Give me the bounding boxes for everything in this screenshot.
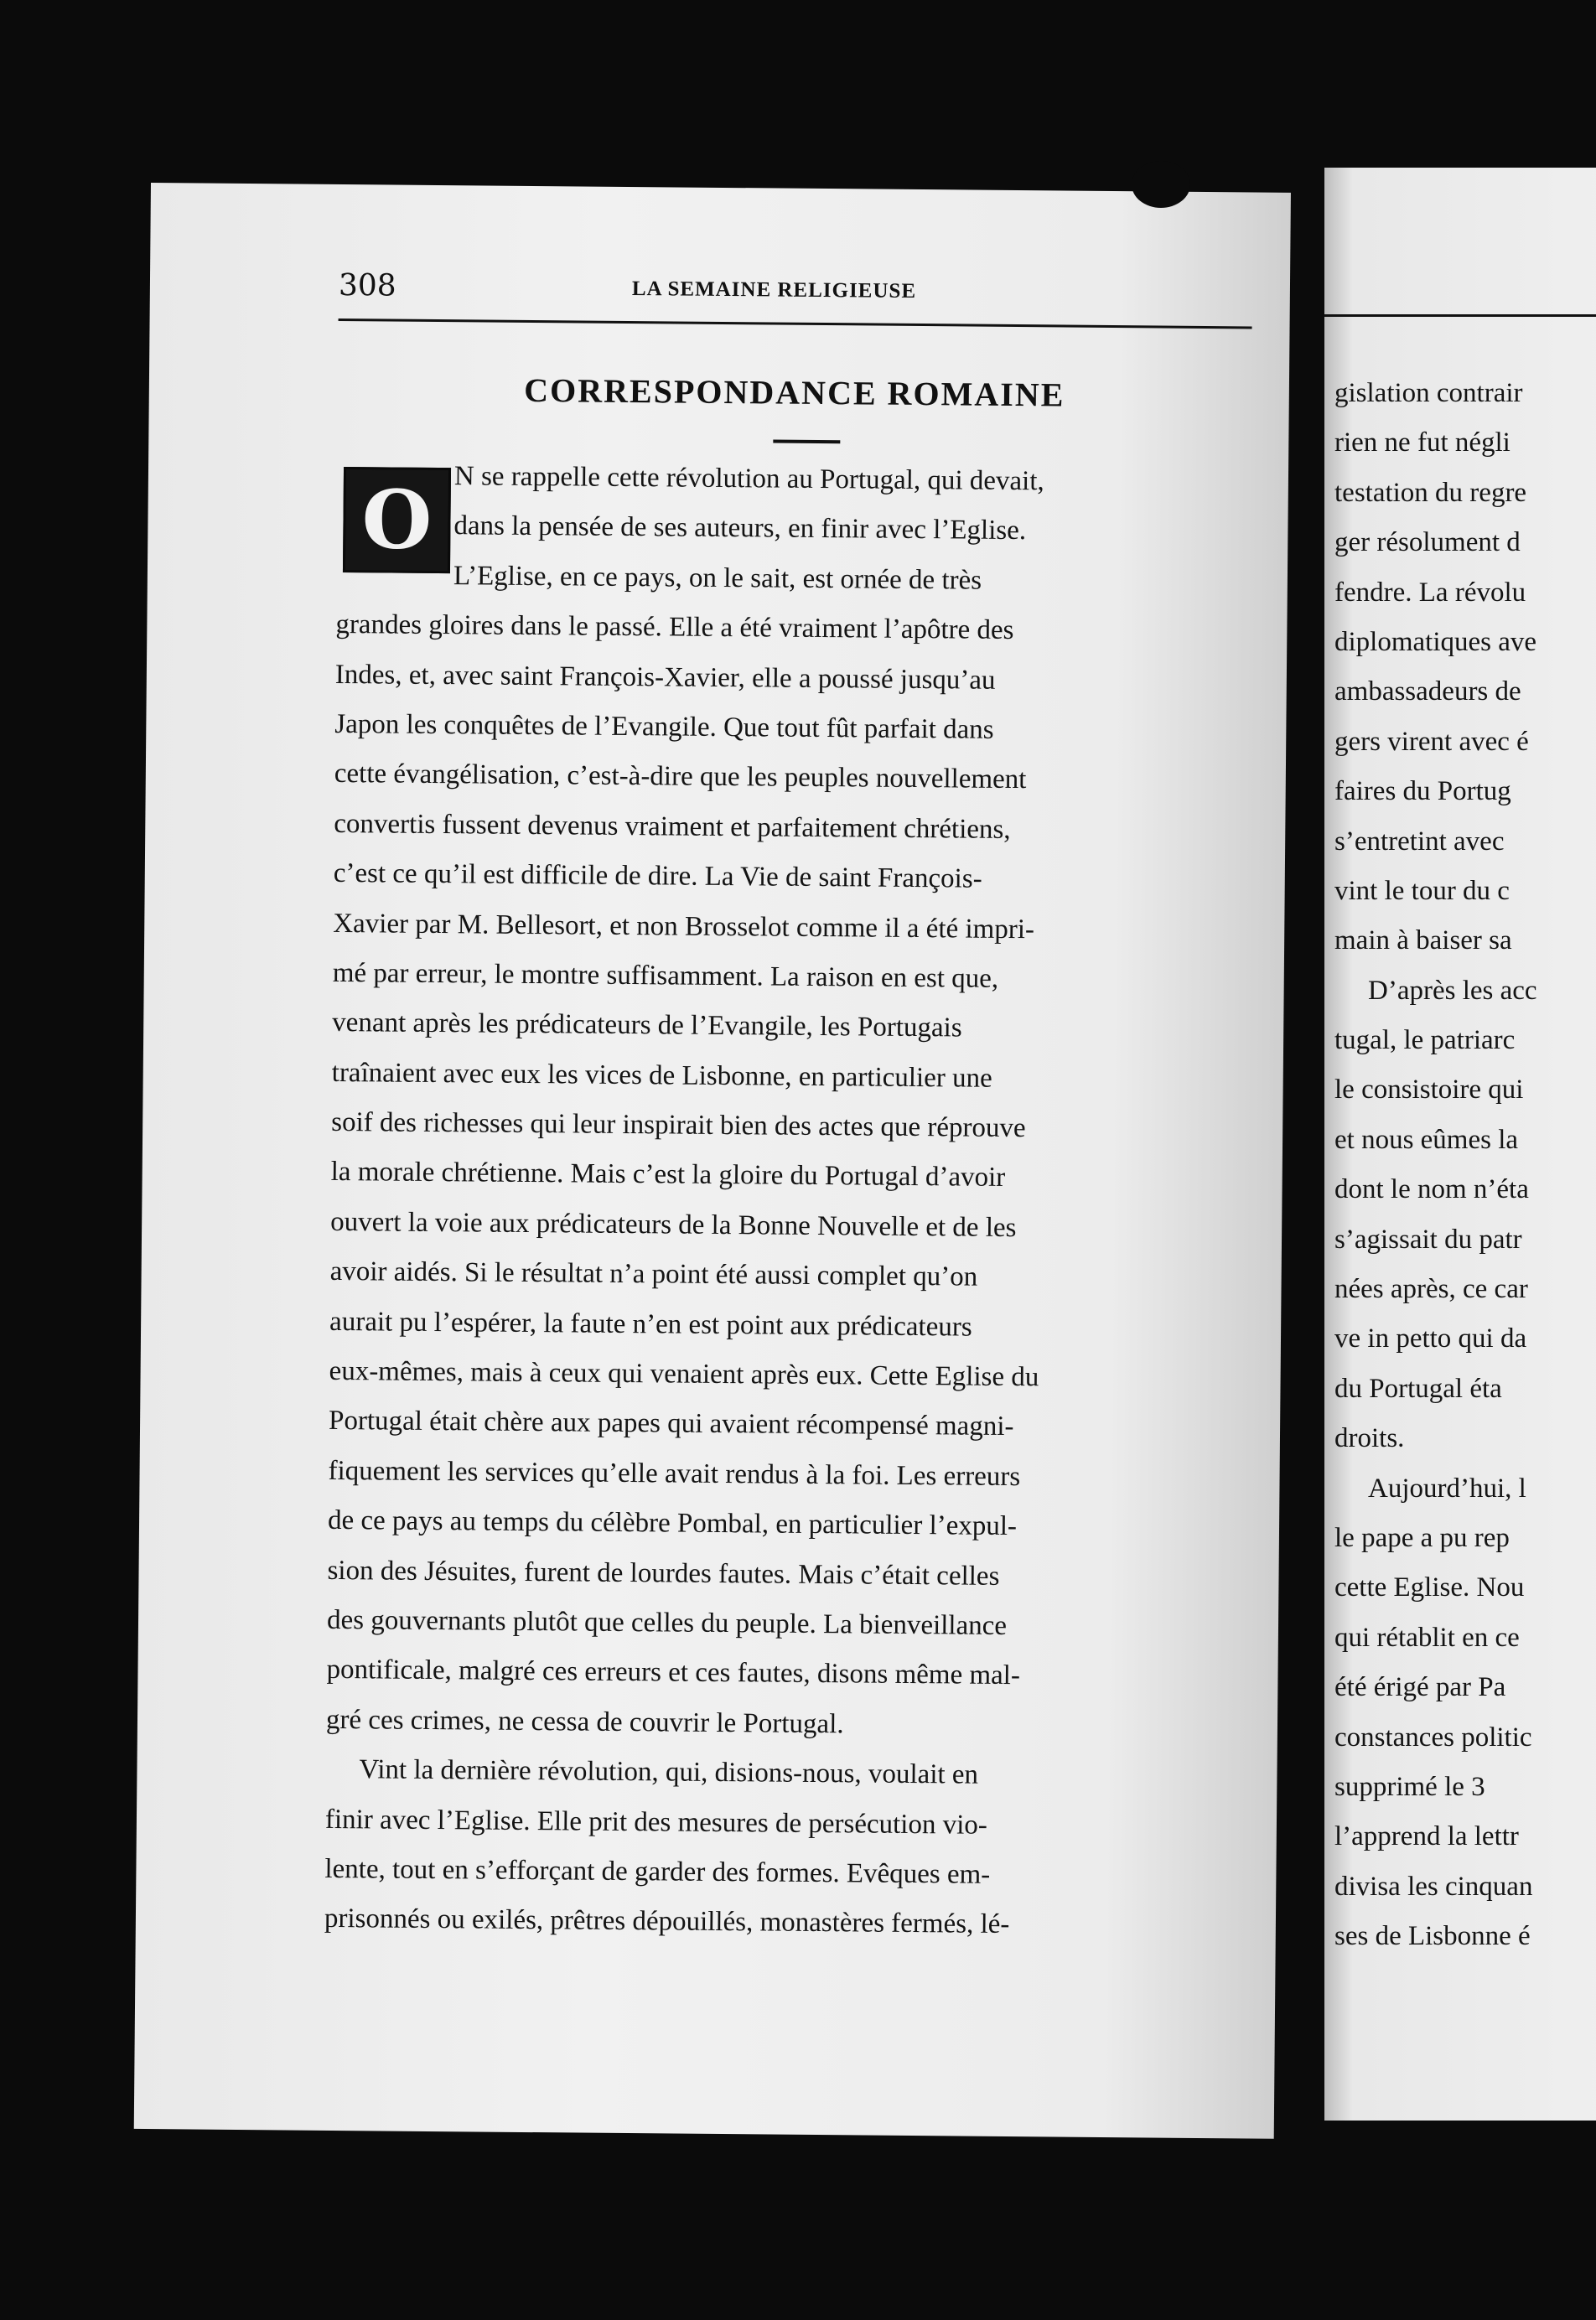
right-body-line: l’apprend la lettr: [1334, 1821, 1519, 1852]
right-body-line: D’après les acc: [1368, 975, 1537, 1006]
body-line: avoir aidés. Si le résultat n’a point été aussi complet qu’on: [329, 1256, 978, 1292]
body-line: lente, tout en s’efforçant de garder des formes. Evêques em-: [324, 1853, 991, 1890]
right-body-line: le consistoire qui: [1334, 1075, 1524, 1106]
body-line: cette évangélisation, c’est-à-dire que les peuples nouvellement: [334, 759, 1027, 795]
body-line: pontificale, malgré ces erreurs et ces fautes, disons même mal-: [326, 1655, 1021, 1691]
body-line: dans la pensée de ses auteurs, en finir avec l’Eglise.: [453, 510, 1027, 546]
body-line: aurait pu l’espérer, la faute n’en est point aux prédicateurs: [329, 1306, 972, 1343]
right-body-line: cette Eglise. Nou: [1334, 1572, 1525, 1603]
body-line: sion des Jésuites, furent de lourdes fautes. Mais c’était celles: [327, 1555, 1000, 1592]
body-line: traînaient avec eux les vices de Lisbonne, en particulier une: [331, 1057, 992, 1094]
right-body-line: rien ne fut négli: [1334, 427, 1510, 458]
body-line: la morale chrétienne. Mais c’est la gloire du Portugal d’avoir: [330, 1157, 1006, 1194]
binding-notch: [1132, 161, 1190, 208]
body-line: des gouvernants plutôt que celles du peuple. La bienveillance: [326, 1604, 1008, 1641]
right-header-rule: [1324, 314, 1596, 317]
left-page: [134, 183, 1291, 2139]
journal-title: LA SEMAINE RELIGIEUSE: [631, 277, 917, 303]
right-body-line: gers virent avec é: [1334, 726, 1529, 757]
right-body-line: fendre. La révolu: [1334, 577, 1526, 608]
right-body-line: qui rétablit en ce: [1334, 1622, 1520, 1653]
right-body-line: Aujourd’hui, l: [1368, 1473, 1526, 1504]
body-line: convertis fussent devenus vraiment et parfaitement chrétiens,: [334, 808, 1011, 845]
header-rule: [339, 318, 1252, 329]
right-body-line: dont le nom n’éta: [1334, 1174, 1529, 1205]
body-line: prisonnés ou exilés, prêtres dépouillés, monastères fermés, lé-: [324, 1903, 1010, 1940]
right-body-line: diplomatiques ave: [1334, 626, 1537, 657]
right-body-line: testation du regre: [1334, 477, 1527, 508]
body-line: Indes, et, avec saint François-Xavier, elle a poussé jusqu’au: [334, 659, 996, 696]
right-body-line: droits.: [1334, 1423, 1405, 1454]
right-body-line: ambassadeurs de: [1334, 676, 1521, 707]
right-body-line: s’entretint avec: [1334, 826, 1505, 857]
right-body-line: s’agissait du patr: [1334, 1224, 1522, 1255]
article-body: [324, 451, 1251, 1952]
body-line: soif des richesses qui leur inspirait bien des actes que réprouve: [331, 1106, 1026, 1144]
right-page-body: [1334, 369, 1596, 1962]
right-body-line: été érigé par Pa: [1334, 1672, 1506, 1703]
dropcap-letter: O: [361, 472, 433, 567]
right-body-line: gislation contrair: [1334, 378, 1523, 408]
right-body-line: et nous eûmes la: [1334, 1124, 1519, 1155]
right-body-line: tugal, le patriarc: [1334, 1025, 1516, 1056]
page-number: 308: [338, 267, 396, 303]
right-body-line: constances politic: [1334, 1722, 1532, 1753]
right-body-line: main à baiser sa: [1334, 925, 1512, 956]
title-rule: [773, 439, 840, 443]
article-title: CORRESPONDANCE ROMAINE: [524, 370, 1065, 414]
body-line: de ce pays au temps du célèbre Pombal, en particulier l’expul-: [327, 1505, 1018, 1542]
right-body-line: du Portugal éta: [1334, 1373, 1502, 1404]
right-page: [1324, 168, 1596, 2121]
right-body-line: nées après, ce car: [1334, 1274, 1528, 1305]
right-body-line: ger résolument d: [1334, 527, 1521, 558]
body-line: grandes gloires dans le passé. Elle a été vraiment l’apôtre des: [335, 609, 1014, 646]
body-line: finir avec l’Eglise. Elle prit des mesures de persécution vio-: [324, 1804, 988, 1841]
running-head: [339, 268, 1261, 318]
right-body-line: vint le tour du c: [1334, 875, 1510, 906]
right-body-line: faires du Portug: [1334, 776, 1511, 807]
body-line: c’est ce qu’il est difficile de dire. La Vie de saint François-: [333, 858, 982, 894]
body-line: L’Eglise, en ce pays, on le sait, est ornée de très: [453, 560, 982, 596]
right-body-line: ses de Lisbonne é: [1334, 1921, 1531, 1952]
body-line: gré ces crimes, ne cessa de couvrir le Portugal.: [325, 1704, 844, 1740]
body-line: eux-mêmes, mais à ceux qui venaient après eux. Cette Eglise du: [329, 1355, 1039, 1393]
body-line: ouvert la voie aux prédicateurs de la Bonne Nouvelle et de les: [330, 1206, 1017, 1243]
body-line: Portugal était chère aux papes qui avaient récompensé magni-: [328, 1406, 1014, 1442]
right-body-line: divisa les cinquan: [1334, 1871, 1533, 1902]
body-line: N se rappelle cette révolution au Portugal, qui devait,: [453, 461, 1044, 497]
body-line: mé par erreur, le montre suffisamment. La raison en est que,: [332, 957, 999, 994]
body-line: Vint la dernière révolution, qui, disions-nous, voulait en: [359, 1754, 979, 1790]
body-line: fiquement les services qu’elle avait rendus à la foi. Les erreurs: [328, 1455, 1021, 1492]
right-body-line: supprimé le 3: [1334, 1771, 1485, 1802]
body-line: venant après les prédicateurs de l’Evangile, les Portugais: [332, 1007, 962, 1043]
body-line: Xavier par M. Bellesort, et non Brosselot comme il a été impri-: [333, 908, 1035, 945]
right-body-line: le pape a pu rep: [1334, 1522, 1510, 1553]
body-line: Japon les conquêtes de l’Evangile. Que tout fût parfait dans: [334, 708, 994, 745]
right-body-line: ve in petto qui da: [1334, 1323, 1527, 1354]
